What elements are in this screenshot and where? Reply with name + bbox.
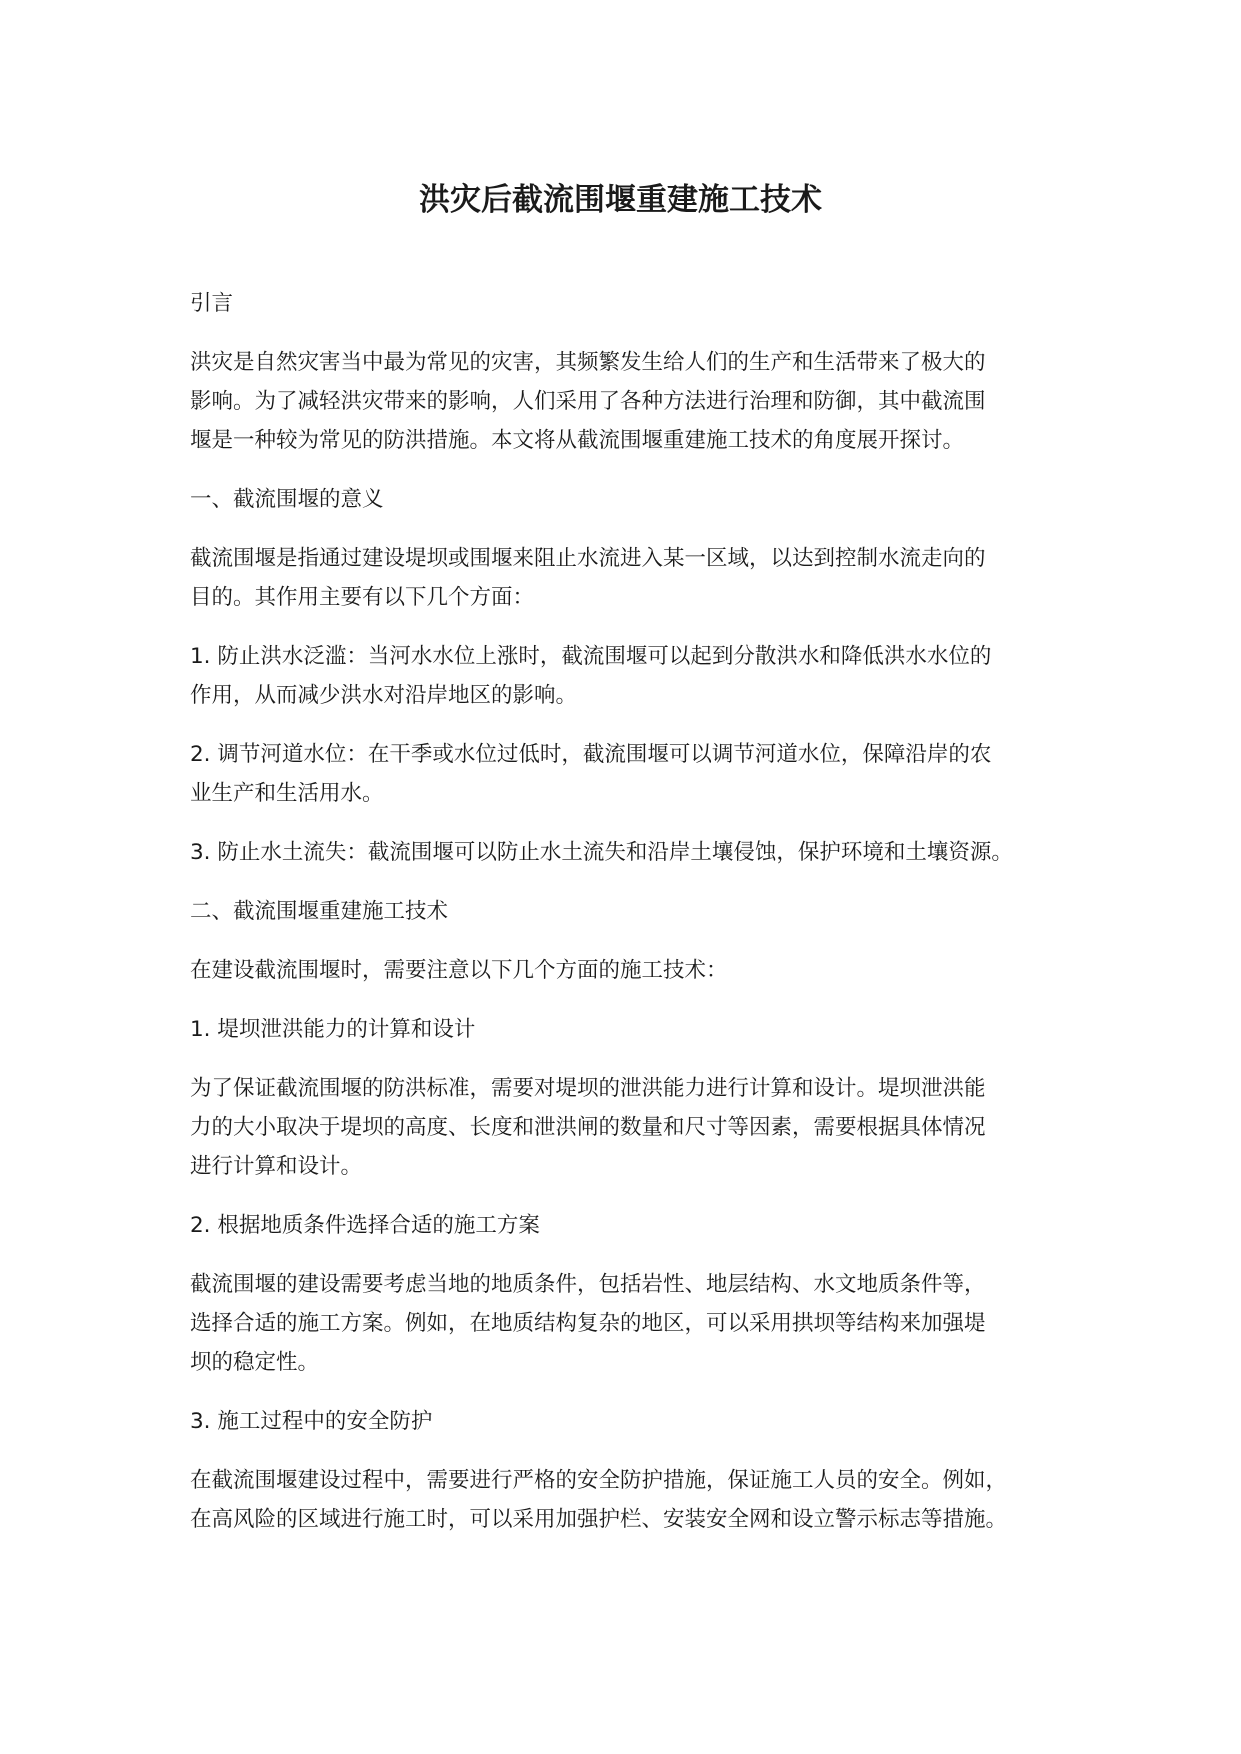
- text-line: 二、截流围堰重建施工技术: [190, 899, 449, 924]
- text-line: 力的大小取决于堤坝的高度、长度和泄洪闸的数量和尺寸等因素，需要根据具体情况: [190, 1115, 986, 1140]
- text-line: 业生产和生活用水。: [190, 781, 384, 806]
- text-line: 目的。其作用主要有以下几个方面：: [190, 585, 535, 610]
- text-line: 进行计算和设计。: [190, 1154, 363, 1179]
- text-line: 作用，从而减少洪水对沿岸地区的影响。: [190, 683, 578, 708]
- text-line: 3. 施工过程中的安全防护: [190, 1409, 433, 1434]
- body-paragraph: [190, 1461, 1070, 1539]
- text-line: 1. 防止洪水泛滥：当河水水位上涨时，截流围堰可以起到分散洪水和降低洪水水位的: [190, 644, 992, 669]
- text-line: 截流围堰是指通过建设堤坝或围堰来阻止水流进入某一区域，以达到控制水流走向的: [190, 546, 986, 571]
- body-paragraph: [190, 892, 1070, 931]
- body-paragraph: [190, 1206, 1070, 1245]
- body-paragraph: [190, 735, 1070, 813]
- body-paragraph: [190, 480, 1070, 519]
- document-body: [190, 284, 1070, 1539]
- text-line: 1. 堤坝泄洪能力的计算和设计: [190, 1017, 476, 1042]
- text-line: 2. 根据地质条件选择合适的施工方案: [190, 1213, 540, 1238]
- body-paragraph: [190, 1402, 1070, 1441]
- body-paragraph: [190, 1069, 1070, 1186]
- text-line: 坝的稳定性。: [190, 1350, 320, 1375]
- text-line: 选择合适的施工方案。例如，在地质结构复杂的地区，可以采用拱坝等结构来加强堤: [190, 1311, 986, 1336]
- text-line: 3. 防止水土流失：截流围堰可以防止水土流失和沿岸土壤侵蚀，保护环境和土壤资源。: [190, 840, 1013, 865]
- body-paragraph: [190, 951, 1070, 990]
- body-paragraph: [190, 284, 1070, 323]
- text-line: 截流围堰的建设需要考虑当地的地质条件，包括岩性、地层结构、水文地质条件等，: [190, 1272, 986, 1297]
- body-paragraph: [190, 1010, 1070, 1049]
- body-paragraph: [190, 539, 1070, 617]
- text-line: 在截流围堰建设过程中，需要进行严格的安全防护措施，保证施工人员的安全。例如，: [190, 1468, 1008, 1493]
- text-line: 在高风险的区域进行施工时，可以采用加强护栏、安装安全网和设立警示标志等措施。: [190, 1507, 1008, 1532]
- document-title: 洪灾后截流围堰重建施工技术: [419, 182, 822, 218]
- text-line: 洪灾是自然灾害当中最为常见的灾害，其频繁发生给人们的生产和生活带来了极大的: [190, 350, 986, 375]
- body-paragraph: [190, 637, 1070, 715]
- body-paragraph: [190, 343, 1070, 460]
- text-line: 在建设截流围堰时，需要注意以下几个方面的施工技术：: [190, 958, 728, 983]
- text-line: 一、截流围堰的意义: [190, 487, 384, 512]
- text-line: 2. 调节河道水位：在干季或水位过低时，截流围堰可以调节河道水位，保障沿岸的农: [190, 742, 992, 767]
- body-paragraph: [190, 833, 1070, 872]
- text-line: 引言: [190, 291, 234, 316]
- text-line: 影响。为了减轻洪灾带来的影响，人们采用了各种方法进行治理和防御，其中截流围: [190, 389, 986, 414]
- body-paragraph: [190, 1265, 1070, 1382]
- text-line: 堰是一种较为常见的防洪措施。本文将从截流围堰重建施工技术的角度展开探讨。: [190, 428, 965, 453]
- text-line: 为了保证截流围堰的防洪标准，需要对堤坝的泄洪能力进行计算和设计。堤坝泄洪能: [190, 1076, 986, 1101]
